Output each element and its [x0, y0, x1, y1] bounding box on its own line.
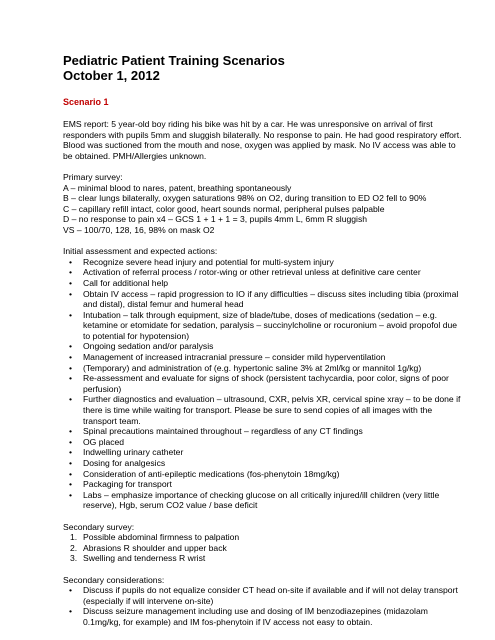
secondary-considerations-heading: Secondary considerations: [63, 574, 165, 585]
item-text: Swelling and tenderness R wrist [83, 553, 206, 564]
item-number: 1. [70, 532, 78, 543]
list-item [63, 543, 465, 554]
item-number: 3. [70, 553, 78, 564]
initial-assessment-list [63, 257, 465, 511]
primary-survey-line: D – no response to pain x4 – GCS 1 + 1 + 1 = 3, pupils 4mm L, 6mm R sluggish [63, 214, 368, 225]
secondary-considerations-list [63, 585, 465, 627]
primary-survey-line: VS – 100/70, 128, 16, 98% on mask O2 [63, 224, 215, 235]
list-item: • Activation of referral process / rotor-wing or other retrieval unless at definitive care center [63, 267, 465, 278]
item-text: Abrasions R shoulder and upper back [83, 542, 227, 553]
secondary-survey-list [63, 532, 465, 564]
primary-survey-line: A – minimal blood to nares, patent, breathing spontaneously [63, 182, 292, 193]
list-item: • Dosing for analgesics [63, 458, 465, 469]
list-item: • OG placed [63, 437, 465, 448]
item-text: Possible abdominal firmness to palpation [83, 532, 240, 543]
ems-report: EMS report: 5 year-old boy riding his bike was hit by a car. He was unresponsive on arrival of first responders with pupils 5mm and sluggish bilaterally. No response to pain. He had good respiratory effort. Blood was suctioned from the mouth and nose, oxygen was applied by mask. No IV access was able to be obtained. PMH/Allergies unknown. [63, 119, 462, 161]
list-item: • Management of increased intracranial pressure – consider mild hyperventilation [63, 352, 465, 363]
list-item: • Spinal precautions maintained throughout – regardless of any CT findings [63, 426, 465, 437]
list-item [63, 553, 465, 564]
list-item [63, 532, 465, 543]
document-title: Pediatric Patient Training Scenarios [63, 53, 285, 68]
list-item: • (Temporary) and administration of (e.g. hypertonic saline 3% at 2ml/kg or mannitol 1g/kg) [63, 363, 465, 374]
list-item: • Recognize severe head injury and potential for multi-system injury [63, 257, 465, 268]
list-item: • Consideration of anti-epileptic medications (fos-phenytoin 18mg/kg) [63, 469, 465, 480]
primary-survey-line: B – clear lungs bilaterally, oxygen saturations 98% on O2, during transition to ED O2 fell to 90% [63, 193, 427, 204]
list-item: • Obtain IV access – rapid progression to IO if any difficulties – discuss sites including tibia (proximal and distal), distal femur and humeral head [63, 289, 465, 310]
document-date: October 1, 2012 [63, 68, 160, 83]
item-number: 2. [70, 542, 78, 553]
secondary-survey-heading: Secondary survey: [63, 521, 135, 532]
list-item: • Indwelling urinary catheter [63, 447, 465, 458]
scenario-label: Scenario 1 [63, 97, 109, 107]
list-item: • Discuss if pupils do not equalize consider CT head on-site if available and if will not delay transport (especially if will intervene on-site) [63, 585, 465, 606]
list-item: • Intubation – talk through equipment, size of blade/tube, doses of medications (sedation – e.g. ketamine or etomidate for sedation, paralysis – succinylcholine or rocuronium – avoid propofol due to potential for hypotension) [63, 310, 465, 342]
primary-survey-heading: Primary survey: [63, 171, 123, 182]
initial-assessment-section [63, 246, 465, 511]
primary-survey-line: C – capillary refill intact, color good, heart sounds normal, peripheral pulses palpable [63, 203, 385, 214]
secondary-survey-section [63, 522, 465, 564]
list-item: • Ongoing sedation and/or paralysis [63, 341, 465, 352]
primary-survey-section [63, 172, 465, 236]
initial-assessment-heading: Initial assessment and expected actions: [63, 246, 218, 257]
list-item: • Further diagnostics and evaluation – ultrasound, CXR, pelvis XR, cervical spine xray – to be done if there is time while waiting for transport. Please be sure to send copies of all images with the transport team. [63, 394, 465, 426]
list-item: • Discuss seizure management including use and dosing of IM benzodiazepines (midazolam 0.1mg/kg, for example) and IM fos-phenytoin if IV access not easy to obtain. [63, 606, 465, 627]
list-item: • Re-assessment and evaluate for signs of shock (persistent tachycardia, poor color, signs of poor perfusion) [63, 373, 465, 394]
list-item: • Labs – emphasize importance of checking glucose on all critically injured/ill children (very little reserve), Hgb, serum CO2 value / base deficit [63, 490, 465, 511]
list-item: • Packaging for transport [63, 479, 465, 490]
secondary-considerations-section [63, 575, 465, 628]
list-item: • Call for additional help [63, 278, 465, 289]
